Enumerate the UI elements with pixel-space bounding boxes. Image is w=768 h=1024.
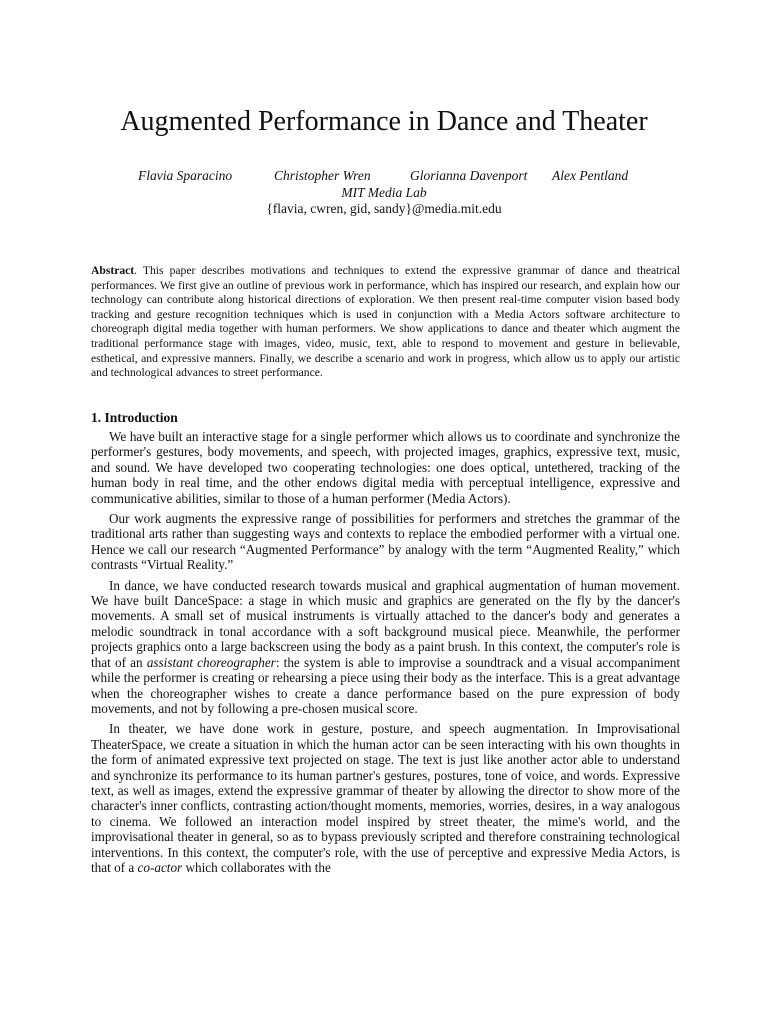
paragraph: Our work augments the expressive range of possibilities for performers and stretches the grammar of the traditional arts rather than suggesting ways and contexts to replace the embodied performer with a virtual one. Hence we call our research “Augmented Performance” by analogy with the term “Augmented Reality,” which contrasts “Virtual Reality.” [91, 511, 680, 573]
author-list [0, 168, 768, 184]
paragraph-text: In theater, we have done work in gesture, posture, and speech augmentation. In Improvisational TheaterSpace, we create a situation in which the human actor can be seen interacting with his own thoughts in the form of animated expressive text projected on stage. The text is just like another actor able to understand and synchronize its performance to its human partner's gestures, postures, tone of voice, and words. Expressive text, as well as images, extend the expressive grammar of theater by allowing the director to show more of the character's inner conflicts, contrasting action/thought moments, memories, worries, desires, in a way analogous to cinema. We followed an interaction model inspired by street theater, the mime's world, and the improvisational theater in general, so as to bypass previously scripted and therefore constraining technological interventions. In this context, the computer's role, with the use of perceptive and expressive Media Actors, is that of a [91, 721, 680, 875]
emphasis-term: assistant choreographer [146, 654, 276, 670]
paragraph: We have built an interactive stage for a single performer which allows us to coordinate and synchronize the performer's gestures, body movements, and speech, with projected images, graphics, expressive text, music, and sound. We have developed two cooperating technologies: one does optical, untethered, tracking of the human body in real time, and the other endows digital media with perceptual intelligence, expressive and communicative abilities, similar to those of a human performer (Media Actors). [91, 429, 680, 506]
section-heading: 1. Introduction [91, 410, 178, 425]
affiliation: MIT Media Lab [341, 185, 427, 200]
emphasis-term: co-actor [137, 859, 183, 875]
author-emails: {flavia, cwren, gid, sandy}@media.mit.edu [266, 201, 502, 216]
paragraph [91, 578, 680, 717]
abstract [91, 264, 680, 381]
author-name: Flavia Sparacino [138, 168, 233, 183]
paragraph-text: : the system is able to improvise a soundtrack and a visual accompaniment while the performer is creating or rehearsing a piece using their body as the interface. This is a great advantage when the choreographer wishes to create a dance performance based on the pure expression of body movements, and not by following a pre-chosen musical score. [91, 654, 680, 716]
author-name: Glorianna Davenport [410, 168, 528, 183]
paragraph [91, 721, 680, 875]
abstract-label: Abstract [91, 264, 135, 277]
section-body [91, 429, 680, 880]
paragraph-text: In dance, we have conducted research towards musical and graphical augmentation of human movement. We have built DanceSpace: a stage in which music and graphics are generated on the fly by the dancer's movements. A small set of musical instruments is virtually attached to the dancer's body and generates a melodic soundtrack in tonal accordance with a soft background musical piece. Meanwhile, the performer projects graphics onto a large backscreen using the body as a paint brush. In this context, the computer's role is that of an [91, 577, 680, 670]
paper-title: Augmented Performance in Dance and Theater [120, 106, 648, 137]
paragraph-text: which collaborates with the [182, 859, 331, 875]
author-name: Alex Pentland [552, 168, 629, 183]
author-name: Christopher Wren [274, 168, 371, 183]
abstract-text: . This paper describes motivations and techniques to extend the expressive grammar of dance and theatrical performances. We first give an outline of previous work in performance, which has inspired our research, and explain how our technology can contribute along historical directions of exploration. We then present real-time computer vision based body tracking and gesture recognition techniques which is used in conjunction with a Media Actors software architecture to choreograph digital media together with human performers. We show applications to dance and theater which augment the traditional performance stage with images, video, music, text, able to respond to movement and gesture in believable, esthetical, and expressive manners. Finally, we describe a scenario and work in progress, which allow us to apply our artistic and technological advances to street performance. [91, 264, 680, 380]
